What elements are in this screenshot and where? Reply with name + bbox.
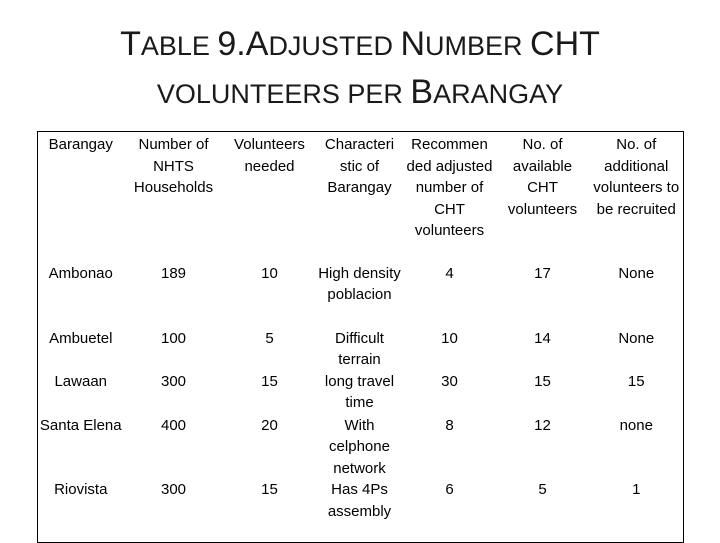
cell-characteristic: long travel time: [324, 372, 395, 412]
title-part: N: [400, 25, 426, 63]
cell-recommended: 8: [445, 416, 454, 434]
cell-additional: none: [619, 416, 653, 434]
cell-nhts: 300: [160, 372, 187, 390]
cell-nhts: 300: [160, 481, 187, 499]
title-part: ABLE: [140, 31, 218, 61]
cell-recommended: 10: [441, 329, 458, 347]
cell-characteristic: With celphone network: [329, 416, 390, 477]
cell-barangay: Ambonao: [48, 264, 113, 282]
cell-available: 17: [534, 264, 551, 282]
cell-additional: None: [618, 329, 655, 347]
title-part: 9.: [217, 25, 246, 63]
cell-barangay: Ambuetel: [49, 329, 113, 347]
table-row: [38, 415, 684, 480]
header-additional: No. of additional volunteers to be recruited: [593, 136, 680, 218]
cell-needed: 10: [261, 264, 278, 282]
table-row: [38, 328, 684, 371]
cell-available: 14: [534, 329, 551, 347]
title-part: B: [410, 73, 434, 111]
header-barangay: Barangay: [48, 136, 113, 153]
title-line-1: [0, 22, 720, 68]
cell-nhts: 100: [160, 329, 187, 347]
cell-available: 15: [534, 372, 551, 390]
header-available: No. of available CHT volunteers: [507, 136, 578, 218]
cell-additional: 1: [632, 481, 641, 499]
cell-needed: 15: [261, 481, 278, 499]
cell-nhts: 400: [160, 416, 187, 434]
table-row: [38, 371, 684, 415]
table-row: [38, 263, 684, 328]
volunteers-table: [37, 131, 684, 543]
header-volunteers-needed: Volunteers needed: [234, 136, 305, 175]
cell-recommended: 30: [441, 372, 458, 390]
cell-barangay: Lawaan: [54, 372, 108, 390]
cell-additional: 15: [627, 372, 645, 390]
cell-nhts: 189: [160, 264, 187, 282]
title-part: A: [245, 25, 269, 63]
cell-characteristic: Has 4Ps assembly: [327, 481, 392, 521]
table-header-row: [38, 132, 684, 263]
cell-needed: 15: [261, 372, 278, 390]
table-row: [38, 479, 684, 542]
cell-additional: None: [618, 264, 655, 282]
header-nhts-households: Number of NHTS Households: [133, 136, 214, 197]
cell-barangay: Santa Elena: [39, 416, 122, 434]
cell-needed: 20: [261, 416, 278, 434]
title-part: UMBER: [425, 31, 531, 61]
cell-available: 5: [538, 481, 547, 499]
title-part: DJUSTED: [268, 31, 401, 61]
cell-barangay: Riovista: [54, 481, 108, 499]
cell-recommended: 4: [445, 264, 454, 282]
title-part: CHT: [530, 25, 600, 63]
cell-characteristic: Difficult terrain: [335, 329, 384, 369]
cell-needed: 5: [265, 329, 274, 347]
title-part: ARANGAY: [433, 79, 564, 109]
title-line-2: [0, 70, 720, 116]
title-part: VOLUNTEERS PER: [156, 79, 411, 109]
header-characteristic: Characteri stic of Barangay: [324, 136, 395, 197]
cell-available: 12: [534, 416, 551, 434]
title-part: T: [120, 25, 141, 63]
page-title: [0, 22, 720, 116]
cell-characteristic: High density poblacion: [318, 264, 401, 304]
header-recommended: Recommen ded adjusted number of CHT volunteers: [406, 136, 493, 240]
cell-recommended: 6: [445, 481, 454, 499]
